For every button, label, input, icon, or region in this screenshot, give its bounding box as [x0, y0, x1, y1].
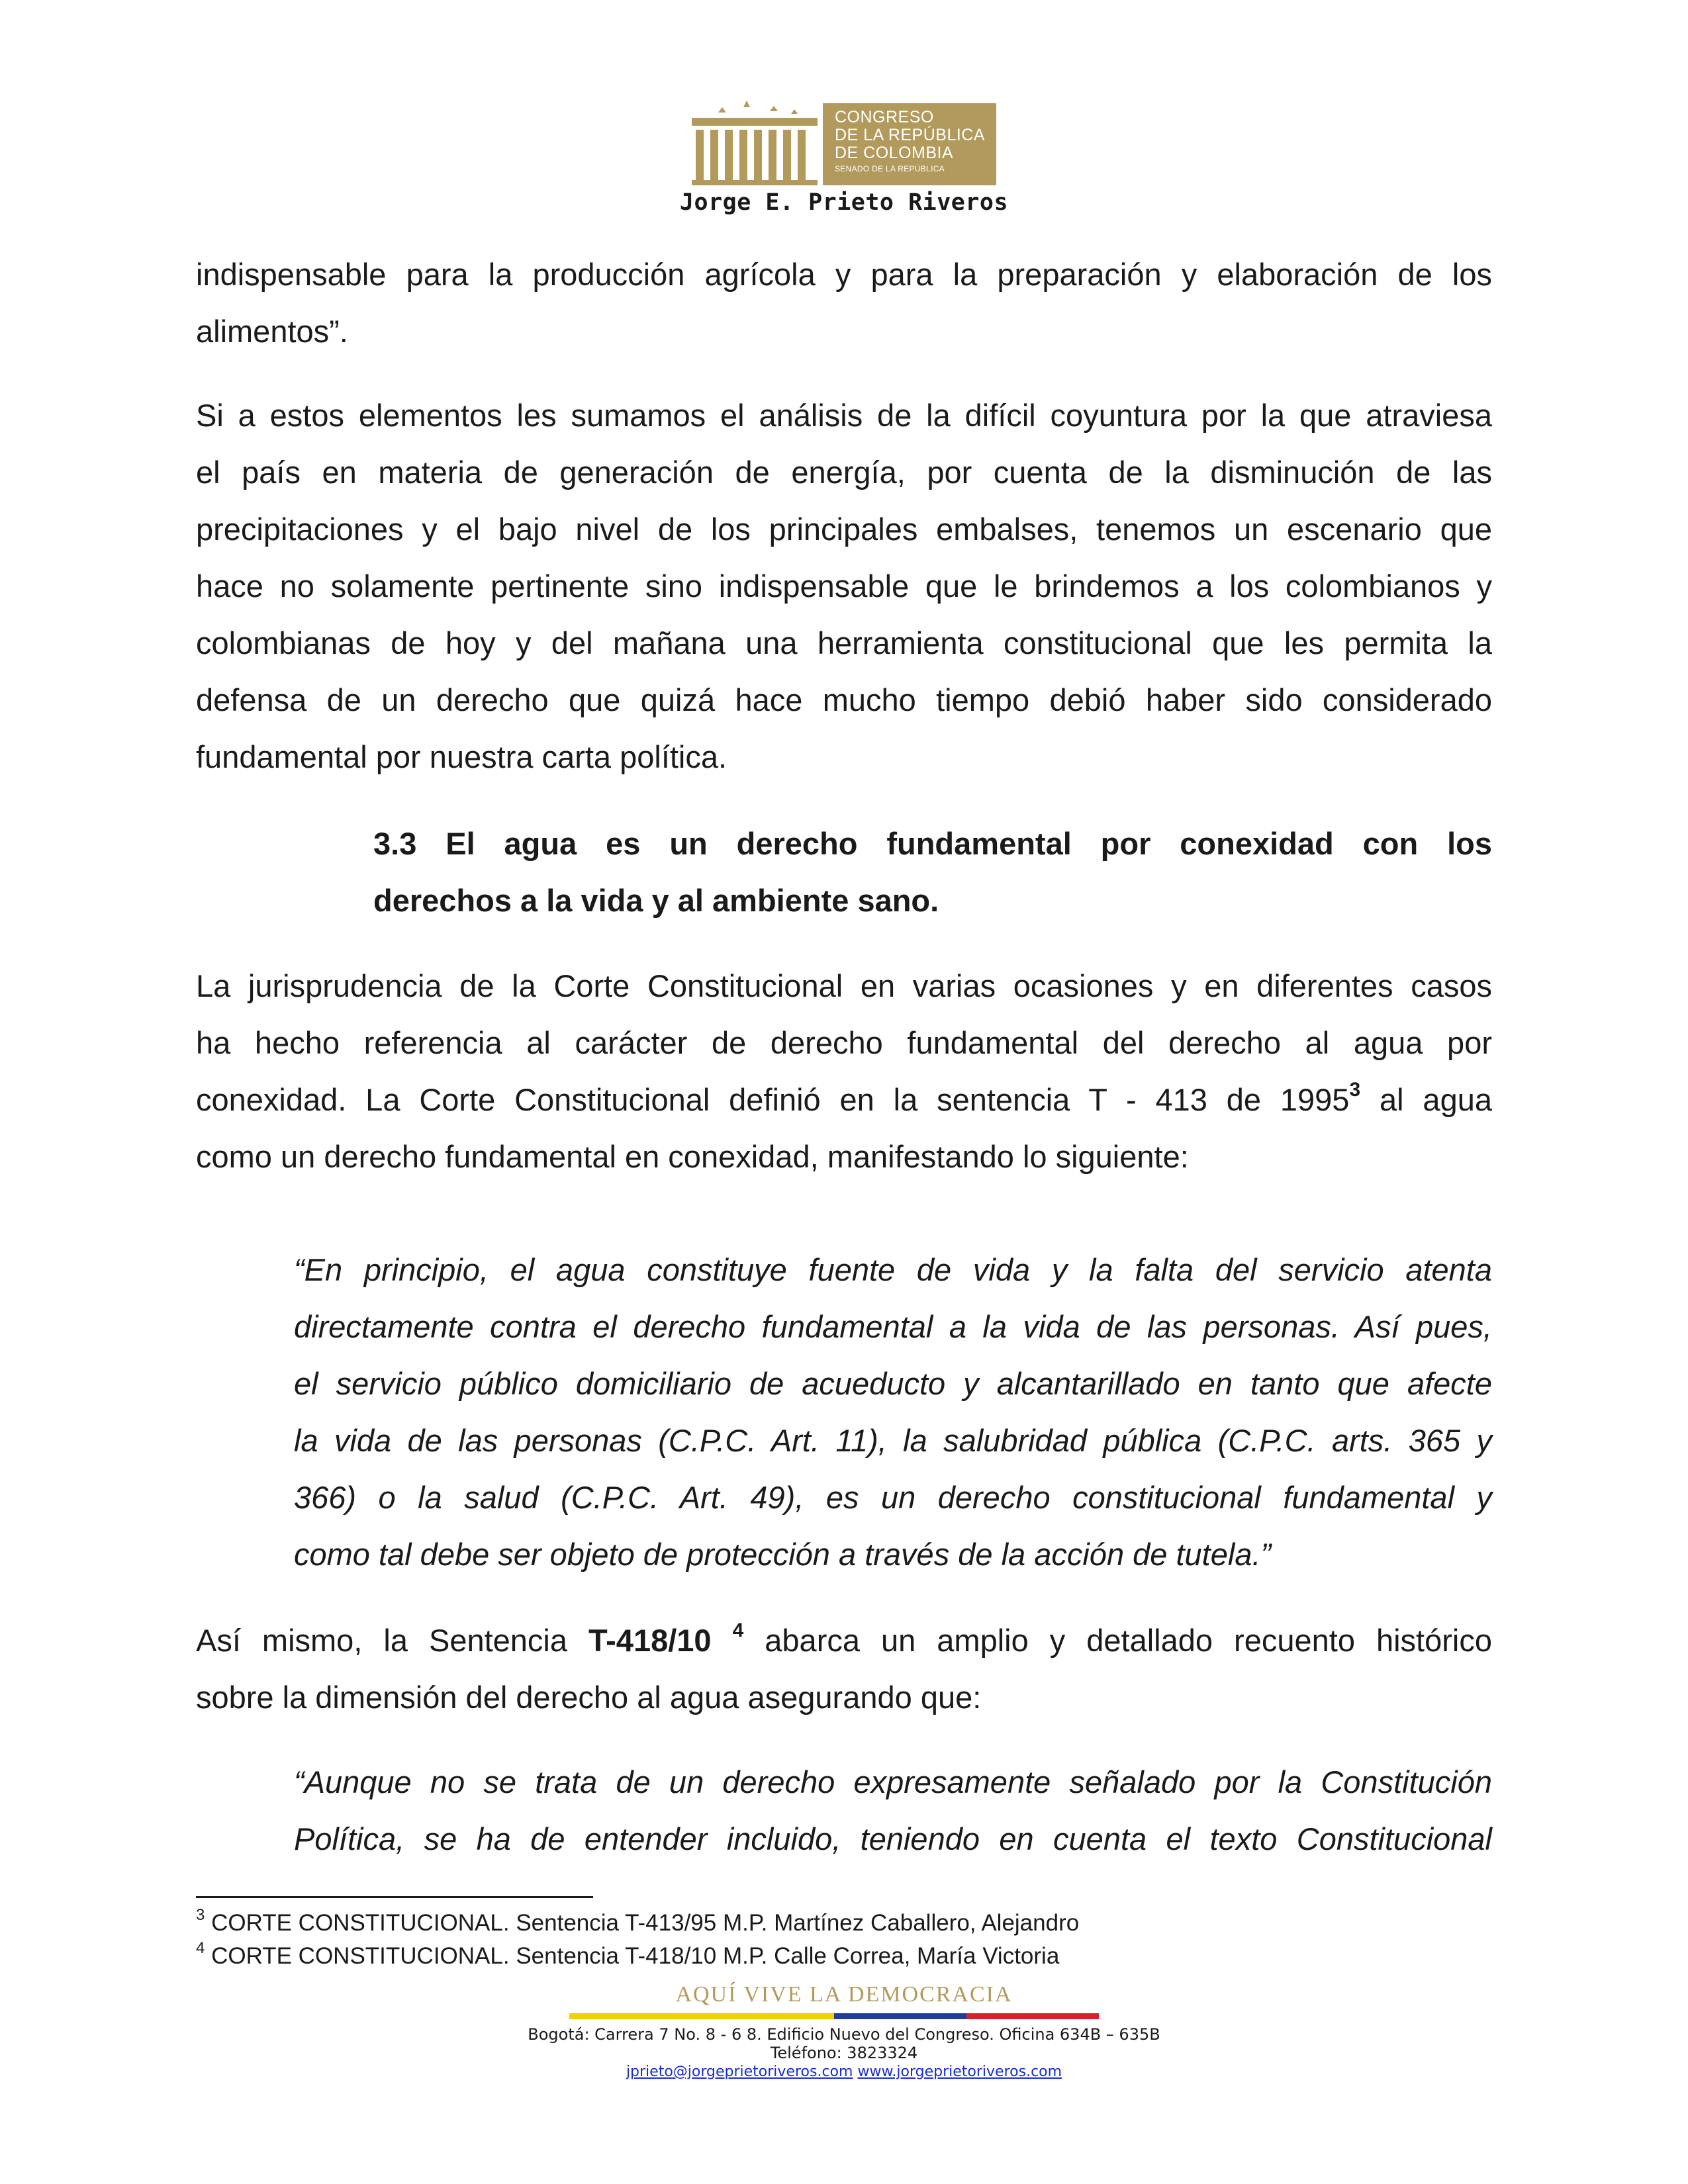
text-line: indispensable para la producción agrícola y para la preparación y elaboración de los — [196, 257, 1492, 292]
quote-line: Política, se ha de entender incluido, teniendo en cuenta el texto Constitucional — [294, 1821, 1492, 1856]
quote-line: como tal debe ser objeto de protección a través de la acción de tutela.” — [294, 1537, 1272, 1572]
logo-text-box — [823, 103, 996, 185]
text-line: Si a estos elementos les sumamos el análisis de la difícil coyuntura por la que atraviesa — [196, 398, 1492, 433]
footnote-ref: 3 — [1349, 1079, 1361, 1101]
quote-line: el servicio público domiciliario de acueducto y alcantarillado en tanto que afecte — [294, 1366, 1492, 1401]
footnote-3 — [196, 1907, 1079, 1939]
section-heading — [373, 815, 1492, 929]
footnote-ref: 4 — [732, 1619, 744, 1641]
footnote-4 — [196, 1940, 1059, 1972]
text-segment: abarca un amplio y detallado recuento histórico — [743, 1623, 1492, 1658]
text-line: fundamental por nuestra carta política. — [196, 739, 727, 774]
text-line: alimentos”. — [196, 314, 348, 349]
footer-slogan: AQUÍ VIVE LA DEMOCRACIA — [675, 1982, 1013, 2007]
heading-line: 3.3 El agua es un derecho fundamental por conexidad con los — [373, 826, 1492, 861]
text-segment: al agua — [1360, 1082, 1492, 1117]
flag-blue-stripe — [834, 2013, 966, 2019]
heading-line: derechos a la vida y al ambiente sano. — [373, 883, 939, 918]
paragraph-3 — [196, 958, 1492, 1185]
text-line-with-footnote — [196, 1071, 1492, 1128]
paragraph-4 — [196, 1612, 1492, 1726]
footnote-text: CORTE CONSTITUCIONAL. Sentencia T-413/95 M.P. Martínez Caballero, Alejandro — [205, 1910, 1080, 1936]
text-line: defensa de un derecho que quizá hace mucho tiempo debió haber sido considerado — [196, 682, 1492, 717]
text-segment: Así mismo, la Sentencia — [196, 1623, 589, 1658]
footnote-separator — [196, 1896, 593, 1898]
logo-line-2: DE LA REPÚBLICA — [835, 126, 986, 144]
logo-line-3: DE COLOMBIA — [835, 144, 954, 162]
capitol-building-icon — [692, 98, 818, 185]
website-link[interactable]: www.jorgeprietoriveros.com — [857, 2064, 1062, 2080]
footer-links — [0, 2064, 1688, 2080]
paragraph-1 — [196, 246, 1492, 360]
text-line: precipitaciones y el bajo nivel de los principales embalses, tenemos un escenario que — [196, 512, 1492, 547]
logo-line-1: CONGRESO — [835, 108, 934, 126]
text-line: ha hecho referencia al carácter de derecho fundamental del derecho al agua por — [196, 1025, 1492, 1060]
footer-phone: Teléfono: 3823324 — [770, 2044, 918, 2062]
sentence-ref: T-418/10 — [588, 1623, 712, 1658]
quote-2 — [294, 1754, 1492, 1868]
quote-line: directamente contra el derecho fundamental a la vida de las personas. Así pues, — [294, 1309, 1492, 1344]
footer-address: Bogotá: Carrera 7 No. 8 - 6 8. Edificio Nuevo del Congreso. Oficina 634B – 635B — [528, 2025, 1160, 2044]
paragraph-2 — [196, 387, 1492, 786]
quote-line: la vida de las personas (C.P.C. Art. 11), la salubridad pública (C.P.C. arts. 365 y — [294, 1423, 1492, 1458]
text-line: como un derecho fundamental en conexidad, manifestando lo siguiente: — [196, 1139, 1189, 1174]
text-segment: conexidad. La Corte Constitucional definió en la sentencia T - 413 de 1995 — [196, 1082, 1350, 1117]
footnote-number: 4 — [196, 1939, 205, 1957]
quote-line: 366) o la salud (C.P.C. Art. 49), es un derecho constitucional fundamental y — [294, 1480, 1492, 1515]
flag-red-stripe — [966, 2013, 1099, 2019]
quote-line: “En principio, el agua constituye fuente de vida y la falta del servicio atenta — [294, 1252, 1492, 1287]
footnote-number: 3 — [196, 1906, 205, 1924]
quote-line: “Aunque no se trata de un derecho expresamente señalado por la Constitución — [294, 1764, 1492, 1799]
colombia-flag-bar — [569, 2013, 1099, 2019]
senator-name: Jorge E. Prieto Riveros — [679, 189, 1009, 216]
text-line: La jurisprudencia de la Corte Constitucional en varias ocasiones y en diferentes casos — [196, 968, 1492, 1003]
text-line: el país en materia de generación de energía, por cuenta de la disminución de las — [196, 455, 1492, 490]
congreso-logo — [692, 98, 996, 185]
logo-subline: SENADO DE LA REPÚBLICA — [835, 164, 945, 173]
text-line-with-footnote — [196, 1612, 1492, 1669]
email-link[interactable]: jprieto@jorgeprietoriveros.com — [626, 2064, 853, 2080]
text-line: colombianas de hoy y del mañana una herramienta constitucional que les permita la — [196, 625, 1492, 660]
footnote-text: CORTE CONSTITUCIONAL. Sentencia T-418/10 M.P. Calle Correa, María Victoria — [205, 1943, 1060, 1969]
text-line: hace no solamente pertinente sino indispensable que le brindemos a los colombianos y — [196, 569, 1492, 604]
text-line: sobre la dimensión del derecho al agua asegurando que: — [196, 1680, 982, 1715]
flag-yellow-stripe — [569, 2013, 834, 2019]
quote-1 — [294, 1242, 1492, 1583]
